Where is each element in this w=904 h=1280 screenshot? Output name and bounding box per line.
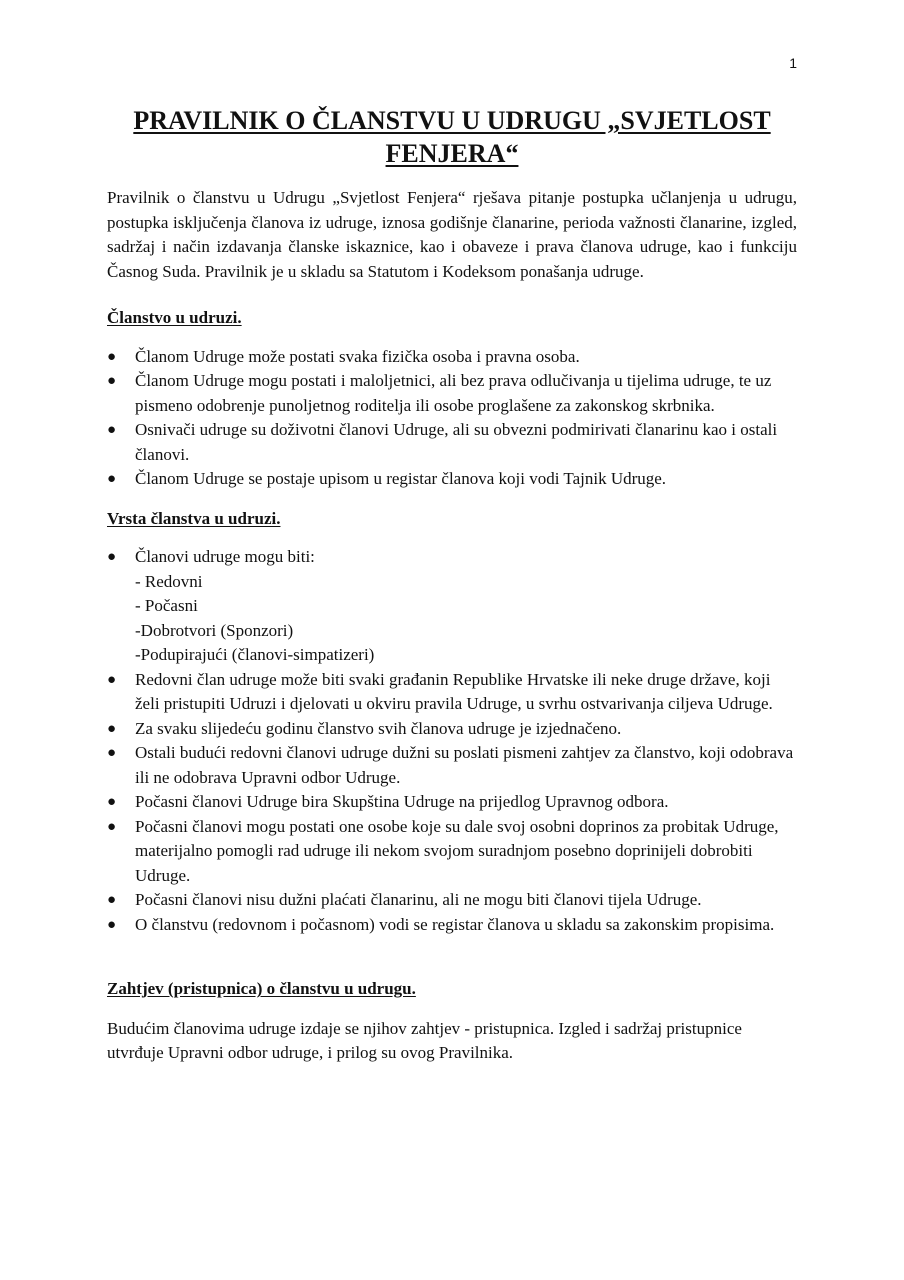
list-item-text: Članom Udruge može postati svaka fizička osoba i pravna osoba. (135, 346, 580, 366)
list-item-text: Počasni članovi Udruge bira Skupština Udruge na prijedlog Upravnog odbora. (135, 792, 669, 811)
bullet-icon: ● (107, 348, 117, 365)
list-item-text: Članom Udruge mogu postati i maloljetnici, ali bez prava odlučivanja u tijelima udruge, te uz pismeno odobrenje punoljetnog roditelja ili osobe proglašene za zakonskog skrbnika. (135, 371, 772, 415)
bullet-icon: ● (107, 720, 117, 737)
bullet-icon: ● (107, 794, 117, 810)
bullet-icon: ● (107, 471, 117, 487)
section-heading-membership-types: Vrsta članstva u udruzi. (107, 508, 281, 528)
membership-list (107, 345, 797, 492)
document-title: PRAVILNIK O ČLANSTVU U UDRUGU „SVJETLOST FENJERA“ (133, 106, 771, 168)
list-item-text: Članom Udruge se postaje upisom u registar članova koji vodi Tajnik Udruge. (135, 469, 667, 488)
list-item (107, 815, 797, 889)
sub-item: -Dobrotvori (Sponzori) (135, 620, 294, 640)
list-item (107, 888, 797, 913)
bullet-icon: ● (107, 671, 117, 688)
list-item-text: Osnivači udruge su doživotni članovi Udruge, ali su obvezni podmirivati članarinu kao i ostali članovi. (135, 420, 778, 464)
intro-paragraph: Pravilnik o članstvu u Udrugu „Svjetlost Fenjera“ rješava pitanje postupka učlanjenja u udrugu, postupka isključenja članova iz udruge, iznosa godišnje članarine, perioda važnosti članarine, izgled, sadržaj i način izdavanja članske iskaznice, kao i obaveze i prava članova udruge, kao i funkciju Časnog Suda. Pravilnik je u skladu sa Statutom i Kodeksom ponašanja udruge. (107, 188, 797, 281)
bullet-icon: ● (107, 916, 117, 933)
page-number: 1 (789, 55, 797, 71)
list-item-text: Članovi udruge mogu biti: (135, 547, 315, 566)
list-item-text: Redovni član udruge može biti svaki građanin Republike Hrvatske ili neke druge države, koji želi pristupiti Udruzi i djelovati u okviru pravila Udruge, u svrhu ostvarivanja ciljeva Udruge. (135, 669, 773, 713)
list-item (107, 913, 797, 938)
bullet-icon: ● (107, 549, 117, 565)
list-item (107, 467, 797, 492)
bullet-icon: ● (107, 892, 117, 908)
section-heading-membership: Članstvo u udruzi. (107, 308, 242, 327)
list-item (107, 717, 797, 742)
membership-types-list (107, 545, 797, 937)
list-item-text: Počasni članovi nisu dužni plaćati članarinu, ali ne mogu biti članovi tijela Udruge. (135, 890, 702, 909)
bullet-icon: ● (107, 745, 117, 761)
list-item (107, 369, 797, 418)
list-item-text: Počasni članovi mogu postati one osobe koje su dale svoj osobni doprinos za probitak Udruge, materijalno pomogli rad udruge ili nekom svojom suradnjom posebno doprinijeli dobrobiti Udruge. (135, 816, 779, 885)
bullet-icon: ● (107, 373, 117, 389)
sub-item: - Redovni (135, 571, 203, 591)
list-item-text: O članstvu (redovnom i počasnom) vodi se registar članova u skladu sa zakonskim propisima. (135, 914, 775, 934)
list-item (107, 790, 797, 815)
application-paragraph: Budućim članovima udruge izdaje se njihov zahtjev - pristupnica. Izgled i sadržaj pristupnice utvrđuje Upravni odbor udruge, i prilog su ovog Pravilnika. (107, 1018, 742, 1062)
list-item-text: Za svaku slijedeću godinu članstvo svih članova udruge je izjednačeno. (135, 718, 622, 738)
sub-item: - Počasni (135, 596, 198, 615)
list-item (107, 668, 797, 717)
list-item (107, 418, 797, 467)
bullet-icon: ● (107, 818, 117, 835)
list-item (107, 345, 797, 370)
document-body (107, 104, 797, 1066)
list-item-text: Ostali budući redovni članovi udruge dužni su poslati pismeni zahtjev za članstvo, koji odobrava ili ne odobrava Upravni odbor Udruge. (135, 743, 794, 787)
list-item (107, 741, 797, 790)
list-item (107, 545, 797, 668)
section-heading-application: Zahtjev (pristupnica) o članstvu u udrugu. (107, 979, 416, 998)
bullet-icon: ● (107, 422, 117, 438)
sub-item: -Podupirajući (članovi-simpatizeri) (135, 645, 375, 664)
